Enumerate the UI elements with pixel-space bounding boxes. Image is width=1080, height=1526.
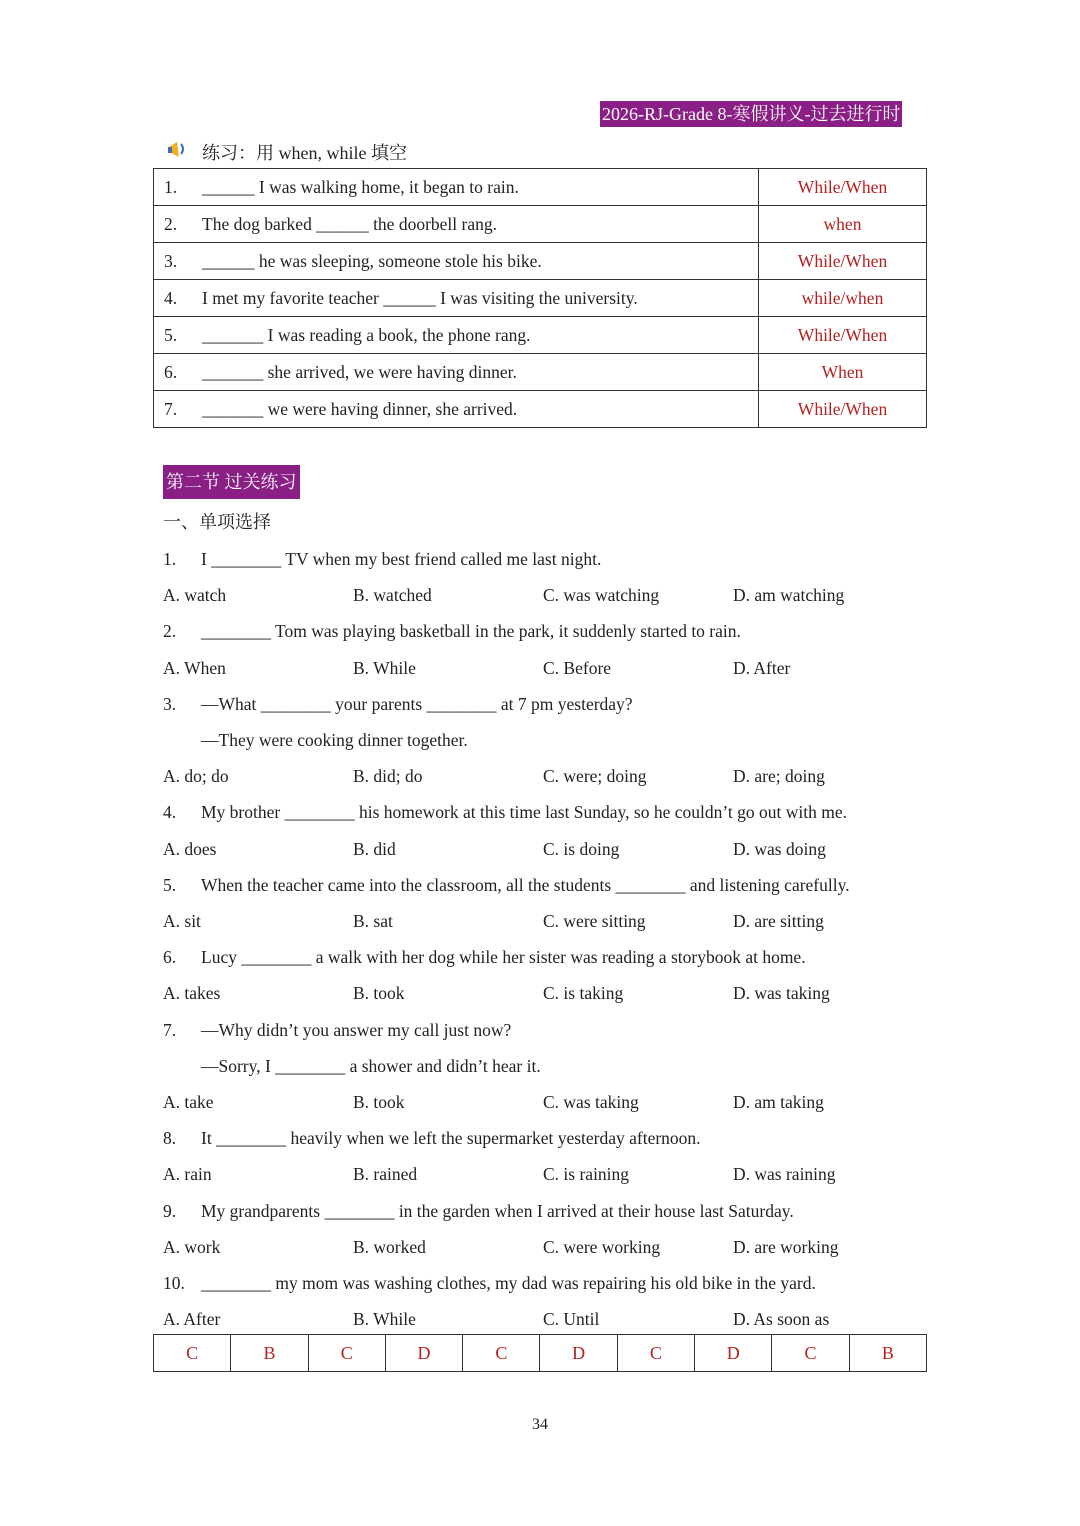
question-text: I met my favorite teacher ______ I was visiting the university. — [202, 287, 638, 308]
option: B. watched — [353, 585, 432, 605]
option: B. sat — [353, 911, 393, 931]
question-number: 10. — [163, 1273, 185, 1293]
answer-key-cell: D — [540, 1335, 617, 1372]
answer-key-cell: C — [772, 1335, 849, 1372]
option: D. am watching — [733, 585, 845, 605]
answer-cell: While/When — [759, 169, 927, 206]
answer-key-cell: C — [308, 1335, 385, 1372]
option: D. After — [733, 658, 791, 678]
answer-key-cell: B — [231, 1335, 308, 1372]
option: A. sit — [163, 911, 201, 931]
question-number: 7. — [163, 1020, 177, 1040]
option: C. is taking — [543, 983, 624, 1003]
option: D. are working — [733, 1237, 839, 1257]
answer-cell: when — [759, 206, 927, 243]
question-text: It ________ heavily when we left the supermarket yesterday afternoon. — [201, 1128, 701, 1148]
option: B. While — [353, 1309, 416, 1329]
option: C. was taking — [543, 1092, 639, 1112]
question-line — [163, 1054, 541, 1078]
question-text: —They were cooking dinner together. — [201, 730, 468, 750]
option: D. was raining — [733, 1164, 836, 1184]
question-line — [163, 945, 806, 969]
answer-cell: While/When — [759, 391, 927, 428]
option: C. were; doing — [543, 766, 647, 786]
option: A. rain — [163, 1164, 212, 1184]
question-line — [163, 619, 741, 643]
table-row — [154, 354, 927, 391]
option: A. work — [163, 1237, 221, 1257]
page-number: 34 — [532, 1416, 548, 1433]
question-text: _______ I was reading a book, the phone rang. — [202, 324, 531, 345]
option: D. was taking — [733, 983, 830, 1003]
answer-cell: While/When — [759, 243, 927, 280]
question-number: 9. — [163, 1201, 177, 1221]
option: D. are sitting — [733, 911, 824, 931]
answer-key-cell: C — [463, 1335, 540, 1372]
question-text: Lucy ________ a walk with her dog while her sister was reading a storybook at home. — [201, 947, 806, 967]
question-number: 6. — [164, 361, 178, 382]
question-line — [163, 728, 468, 752]
question-line — [163, 800, 847, 824]
question-number: 1. — [164, 176, 178, 197]
answer-key-cell: D — [695, 1335, 772, 1372]
question-line — [163, 547, 601, 571]
option: A. do; do — [163, 766, 229, 786]
question-number: 5. — [164, 324, 178, 345]
question-number: 5. — [163, 875, 177, 895]
answer-key-cell: D — [385, 1335, 462, 1372]
question-text: —What ________ your parents ________ at 7 pm yesterday? — [201, 694, 633, 714]
table-row — [154, 280, 927, 317]
option: B. worked — [353, 1237, 426, 1257]
question-text: The dog barked ______ the doorbell rang. — [202, 213, 497, 234]
question-cell — [154, 354, 759, 391]
question-cell — [154, 206, 759, 243]
question-number: 6. — [163, 947, 177, 967]
table-row — [154, 317, 927, 354]
option: C. is doing — [543, 839, 620, 859]
header-tag: 2026-RJ-Grade 8-寒假讲义-过去进行时 — [600, 101, 902, 127]
option: D. are; doing — [733, 766, 825, 786]
question-line — [163, 1199, 794, 1223]
question-number: 7. — [164, 398, 178, 419]
table-row — [154, 243, 927, 280]
option: A. watch — [163, 585, 227, 605]
table-row — [154, 391, 927, 428]
section-subtitle: 一、单项选择 — [163, 512, 271, 532]
option: C. were sitting — [543, 911, 646, 931]
table-row — [154, 206, 927, 243]
option: D. am taking — [733, 1092, 824, 1112]
question-text: ________ Tom was playing basketball in the park, it suddenly started to rain. — [201, 621, 741, 641]
answer-cell: When — [759, 354, 927, 391]
question-number: 3. — [164, 250, 178, 271]
question-text: I ________ TV when my best friend called me last night. — [201, 549, 602, 569]
option: A. takes — [163, 983, 221, 1003]
section-title: 第二节 过关练习 — [163, 465, 300, 499]
question-line — [163, 1018, 511, 1042]
option: B. While — [353, 658, 416, 678]
question-number: 2. — [164, 213, 178, 234]
answer-key-cell: C — [617, 1335, 694, 1372]
option: C. were working — [543, 1237, 661, 1257]
question-line — [163, 1126, 701, 1150]
option: C. is raining — [543, 1164, 630, 1184]
megaphone-icon — [165, 137, 189, 161]
question-text: —Why didn’t you answer my call just now? — [201, 1020, 512, 1040]
option: B. did — [353, 839, 396, 859]
answer-key-cell: B — [849, 1335, 926, 1372]
question-text: When the teacher came into the classroom, all the students ________ and listening carefully. — [201, 875, 850, 895]
question-number: 2. — [163, 621, 177, 641]
question-text: ______ I was walking home, it began to rain. — [202, 176, 519, 197]
question-number: 4. — [164, 287, 178, 308]
option: A. After — [163, 1309, 221, 1329]
option: A. When — [163, 658, 226, 678]
question-cell — [154, 280, 759, 317]
answer-key-cell: C — [154, 1335, 231, 1372]
question-text: ________ my mom was washing clothes, my dad was repairing his old bike in the yard. — [201, 1273, 816, 1293]
question-cell — [154, 169, 759, 206]
question-line — [163, 873, 850, 897]
answer-table — [153, 1334, 927, 1372]
option: A. does — [163, 839, 217, 859]
question-line — [163, 692, 633, 716]
option: B. took — [353, 983, 405, 1003]
question-cell — [154, 391, 759, 428]
option: C. Before — [543, 658, 612, 678]
answer-cell: while/when — [759, 280, 927, 317]
option: C. was watching — [543, 585, 660, 605]
question-number: 4. — [163, 802, 177, 822]
question-cell — [154, 243, 759, 280]
fill-blank-table — [153, 168, 927, 428]
option: B. took — [353, 1092, 405, 1112]
option: D. As soon as — [733, 1309, 830, 1329]
question-text: —Sorry, I ________ a shower and didn’t hear it. — [201, 1056, 541, 1076]
option: C. Until — [543, 1309, 600, 1329]
table-row — [154, 169, 927, 206]
question-text: _______ she arrived, we were having dinner. — [202, 361, 517, 382]
question-text: _______ we were having dinner, she arrived. — [202, 398, 518, 419]
question-text: My grandparents ________ in the garden when I arrived at their house last Saturday. — [201, 1201, 794, 1221]
option: A. take — [163, 1092, 214, 1112]
question-number: 3. — [163, 694, 177, 714]
question-text: My brother ________ his homework at this time last Sunday, so he couldn’t go out with me. — [201, 802, 847, 822]
exercise-title: 练习：用 when, while 填空 — [202, 143, 407, 163]
question-number: 8. — [163, 1128, 177, 1148]
option: B. did; do — [353, 766, 423, 786]
question-text: ______ he was sleeping, someone stole his bike. — [202, 250, 542, 271]
option: B. rained — [353, 1164, 418, 1184]
answer-cell: While/When — [759, 317, 927, 354]
question-line — [163, 1271, 816, 1295]
option: D. was doing — [733, 839, 826, 859]
question-number: 1. — [163, 549, 177, 569]
question-cell — [154, 317, 759, 354]
